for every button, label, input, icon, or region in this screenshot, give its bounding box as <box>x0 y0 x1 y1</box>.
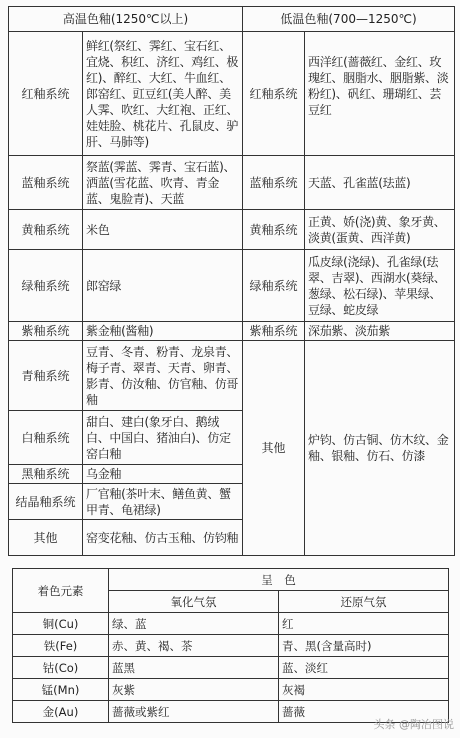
element-cell: 锰(Mn) <box>13 679 109 701</box>
high-glaze-cell: 窑变花釉、仿古玉釉、仿钧釉 <box>83 520 243 556</box>
high-system-cell: 结晶釉系统 <box>9 484 83 520</box>
oxidizing-cell: 灰紫 <box>109 679 279 701</box>
low-temp-header: 低温色釉(700—1250℃) <box>243 7 455 32</box>
low-glaze-cell: 深茄紫、淡茄紫 <box>305 322 455 341</box>
reducing-cell: 红 <box>279 613 449 635</box>
low-glaze-cell: 西洋红(蔷薇红、金红、玫瑰红、胭脂水、胭脂紫、淡粉红)、矾红、珊瑚红、芸豆红 <box>305 32 455 156</box>
reducing-cell: 青、黑(含量高时) <box>279 635 449 657</box>
high-system-cell: 黑釉系统 <box>9 465 83 484</box>
low-other-glaze-cell: 炉钧、仿古铜、仿木纹、金釉、银釉、仿石、仿漆 <box>305 341 455 556</box>
table-row <box>9 250 455 322</box>
table-row <box>13 635 449 657</box>
glaze-system-table <box>8 6 455 556</box>
high-system-cell: 红釉系统 <box>9 32 83 156</box>
reducing-cell: 蔷薇 <box>279 701 449 723</box>
high-system-cell: 白釉系统 <box>9 411 83 465</box>
low-system-cell: 紫釉系统 <box>243 322 305 341</box>
color-table-header-row <box>13 569 449 591</box>
element-cell: 金(Au) <box>13 701 109 723</box>
high-glaze-cell: 乌金釉 <box>83 465 243 484</box>
high-system-cell: 蓝釉系统 <box>9 156 83 210</box>
table-row <box>13 679 449 701</box>
high-glaze-cell: 鲜红(祭红、霁红、宝石红、宜烧、积红、济红、鸡红、极红)、醉红、大红、牛血红、郎窑红、豇豆红(美人醉、美人霁、吹红、大红袍、正红、娃娃脸、桃花片、孔鼠皮、驴肝、马肺等) <box>83 32 243 156</box>
coloring-element-table <box>12 568 449 723</box>
element-cell: 铜(Cu) <box>13 613 109 635</box>
low-glaze-cell: 天蓝、孔雀蓝(珐蓝) <box>305 156 455 210</box>
high-glaze-cell: 甜白、建白(象牙白、鹅绒白、中国白、猪油白)、仿定窑白釉 <box>83 411 243 465</box>
oxidizing-cell: 赤、黄、褐、茶 <box>109 635 279 657</box>
oxidizing-cell: 蓝黑 <box>109 657 279 679</box>
table-row <box>9 156 455 210</box>
high-system-cell: 黄釉系统 <box>9 210 83 250</box>
low-glaze-cell: 正黄、娇(浇)黄、象牙黄、淡黄(蛋黄、西洋黄) <box>305 210 455 250</box>
high-glaze-cell: 米色 <box>83 210 243 250</box>
high-glaze-cell: 紫金釉(酱釉) <box>83 322 243 341</box>
low-glaze-cell: 瓜皮绿(浇绿)、孔雀绿(珐翠、吉翠)、西湖水(葵绿、葱绿、松石绿)、苹果绿、豆绿、蛇皮绿 <box>305 250 455 322</box>
low-system-cell: 蓝釉系统 <box>243 156 305 210</box>
table-row <box>13 613 449 635</box>
table-row <box>9 210 455 250</box>
table-row <box>9 32 455 156</box>
high-glaze-cell: 豆青、冬青、粉青、龙泉青、梅子青、翠青、天青、卵青、影青、仿汝釉、仿官釉、仿哥釉 <box>83 341 243 411</box>
element-cell: 铁(Fe) <box>13 635 109 657</box>
high-system-cell: 紫釉系统 <box>9 322 83 341</box>
low-system-cell: 黄釉系统 <box>243 210 305 250</box>
reducing-cell: 灰褐 <box>279 679 449 701</box>
high-glaze-cell: 祭蓝(霁蓝、霁青、宝石蓝)、洒蓝(雪花蓝、吹青、青金蓝、鬼脸青)、天蓝 <box>83 156 243 210</box>
table-row <box>13 657 449 679</box>
reducing-cell: 蓝、淡红 <box>279 657 449 679</box>
high-system-cell: 其他 <box>9 520 83 556</box>
high-temp-header: 高温色釉(1250℃以上) <box>9 7 243 32</box>
low-other-system-cell: 其他 <box>243 341 305 556</box>
low-system-cell: 绿釉系统 <box>243 250 305 322</box>
table-row <box>9 341 455 411</box>
high-system-cell: 青釉系统 <box>9 341 83 411</box>
reducing-header: 还原气氛 <box>279 591 449 613</box>
glaze-table-header-row <box>9 7 455 32</box>
color-header: 呈 色 <box>109 569 449 591</box>
table-row <box>9 322 455 341</box>
high-system-cell: 绿釉系统 <box>9 250 83 322</box>
watermark: 头条 @陶冶图说 <box>373 718 454 731</box>
oxidizing-header: 氧化气氛 <box>109 591 279 613</box>
high-glaze-cell: 厂官釉(茶叶末、鳝鱼黄、蟹甲青、龟裙绿) <box>83 484 243 520</box>
element-cell: 钴(Co) <box>13 657 109 679</box>
high-glaze-cell: 郎窑绿 <box>83 250 243 322</box>
low-system-cell: 红釉系统 <box>243 32 305 156</box>
element-header: 着色元素 <box>13 569 109 613</box>
oxidizing-cell: 蔷薇或紫红 <box>109 701 279 723</box>
oxidizing-cell: 绿、蓝 <box>109 613 279 635</box>
